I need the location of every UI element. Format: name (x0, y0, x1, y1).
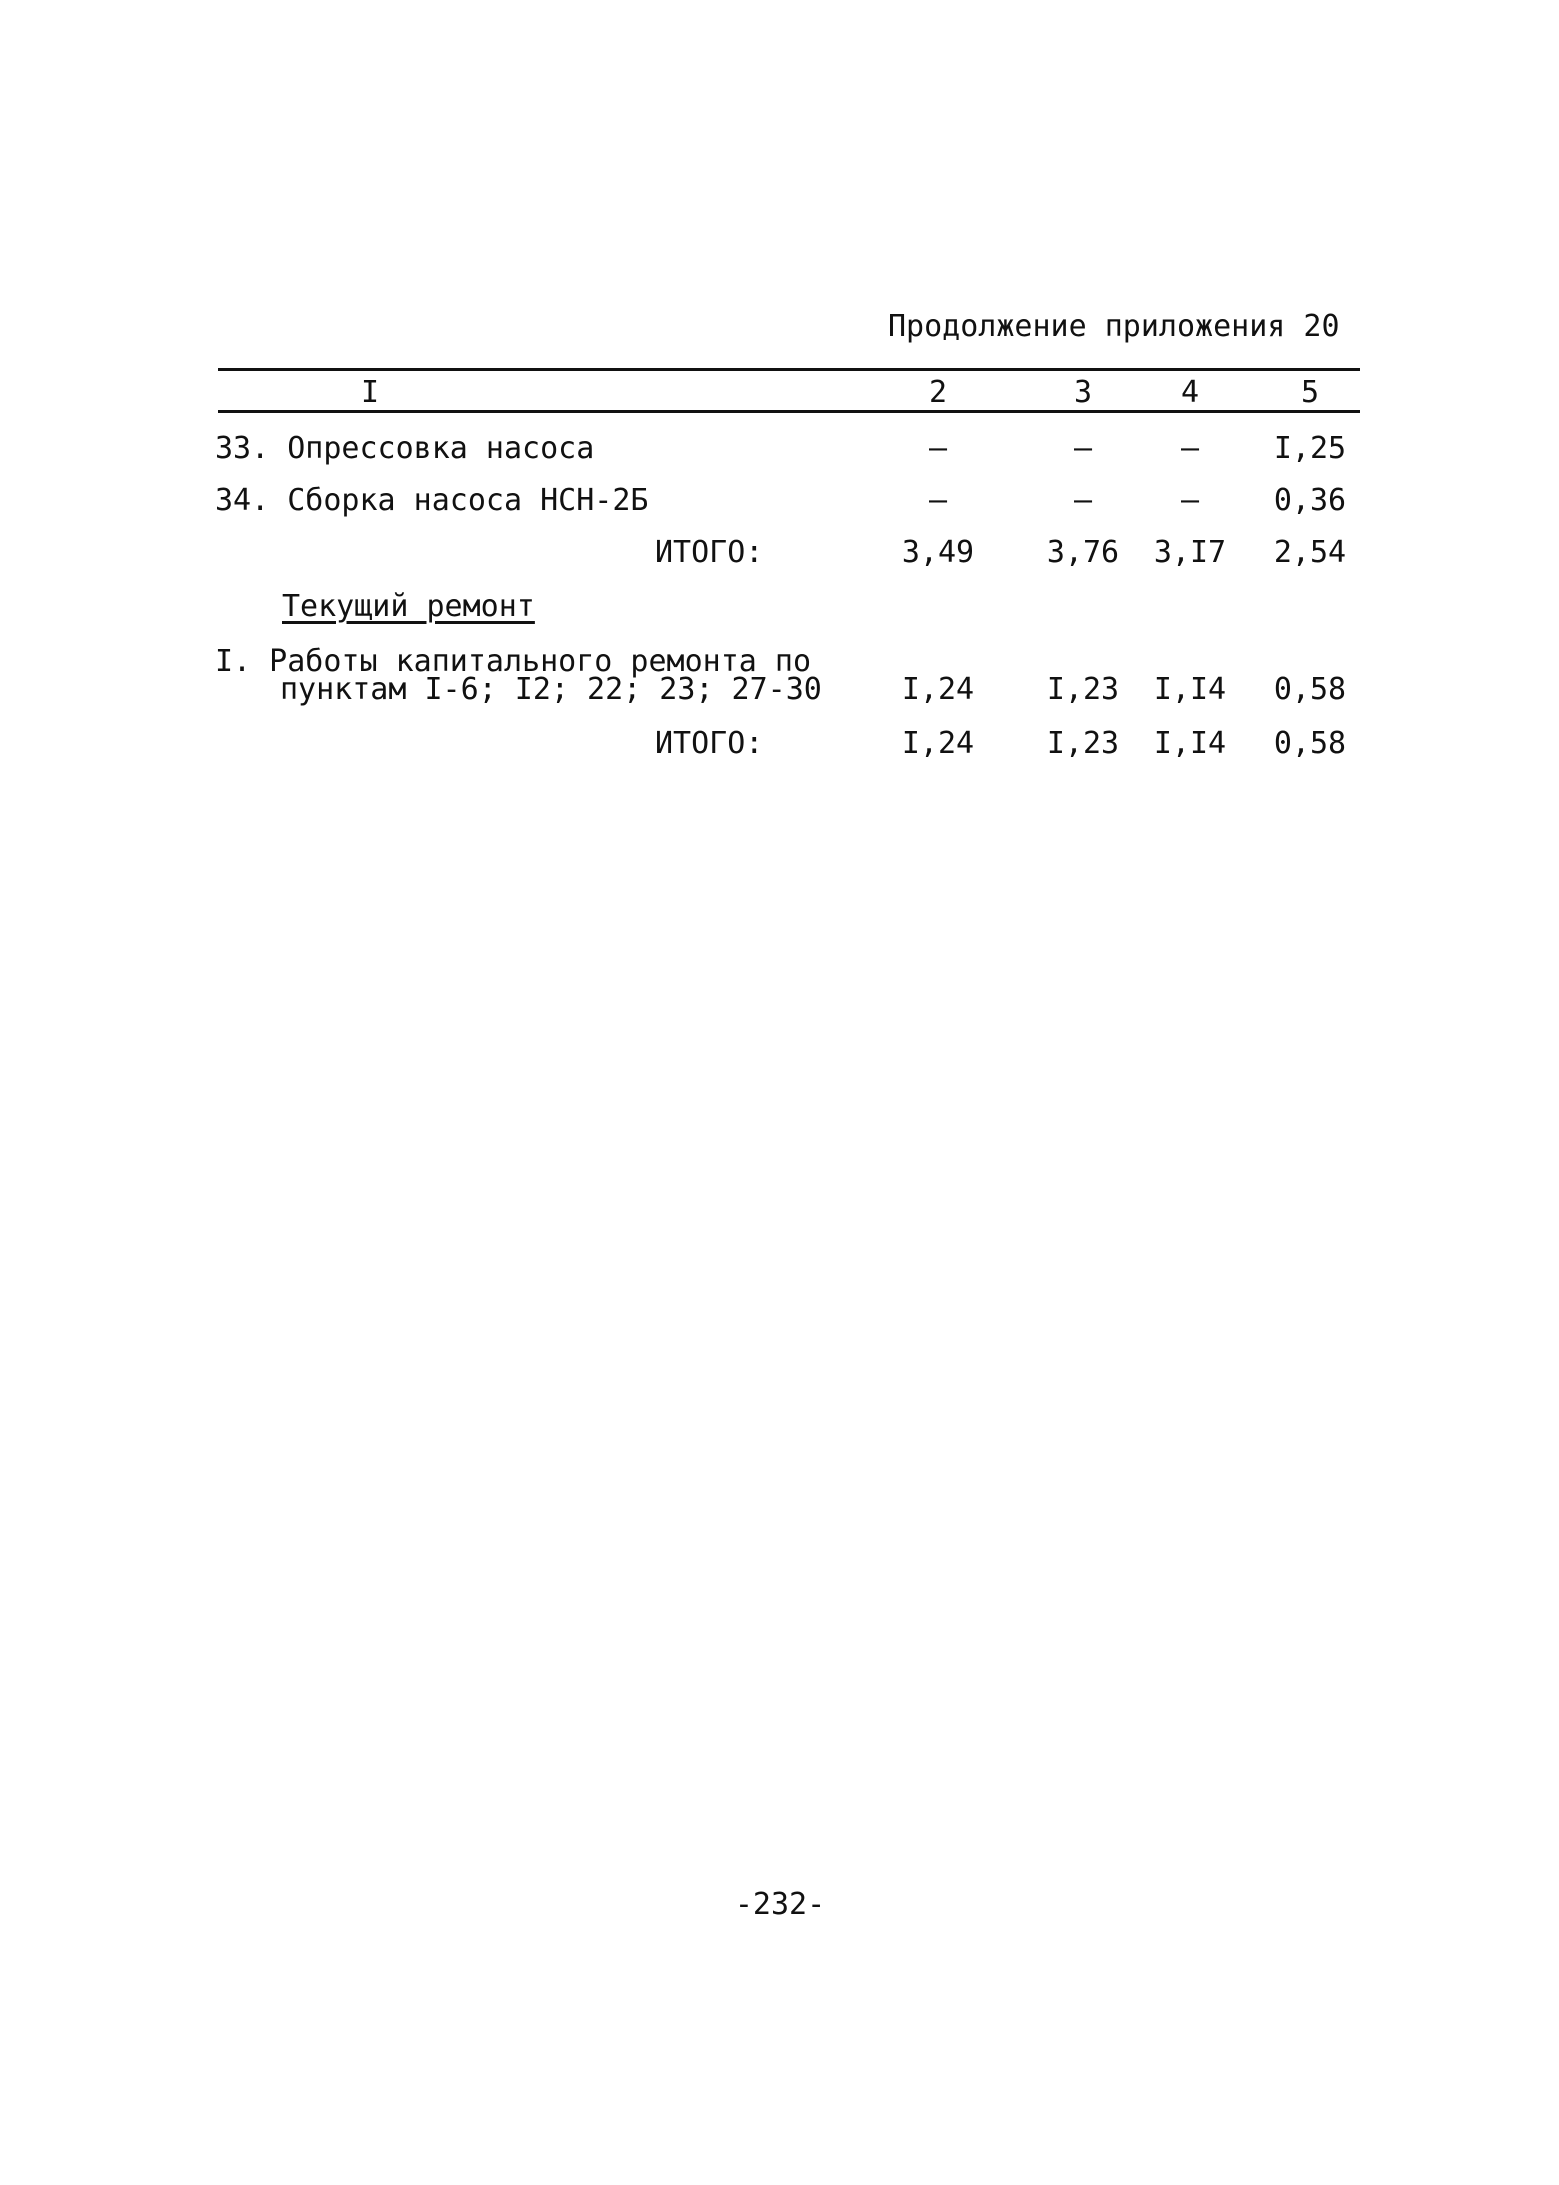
row-label: 33. Опрессовка насоса (215, 431, 595, 466)
row-value-2: – (928, 431, 948, 466)
table-header-rule (218, 410, 1360, 413)
row-value-2: – (928, 483, 948, 518)
row-value-5: 0,36 (1273, 483, 1347, 518)
total-value-4: 3,I7 (1153, 535, 1227, 570)
column-header-2: 2 (928, 375, 948, 410)
row-value-4: – (1180, 483, 1200, 518)
row-label-line2: пунктам I-6; I2; 22; 23; 27-30 (280, 672, 822, 707)
column-header-1: I (360, 375, 380, 410)
column-header-4: 4 (1180, 375, 1200, 410)
column-header-5: 5 (1300, 375, 1320, 410)
continuation-header: Продолжение приложения 20 (888, 309, 1340, 344)
row-value-5: I,25 (1273, 431, 1347, 466)
total-value-3: 3,76 (1046, 535, 1120, 570)
total-value-2: 3,49 (901, 535, 975, 570)
total-value-5: 2,54 (1273, 535, 1347, 570)
row-value-3: – (1073, 431, 1093, 466)
row-value-5: 0,58 (1273, 672, 1347, 707)
row-value-2: I,24 (901, 672, 975, 707)
row-value-3: – (1073, 483, 1093, 518)
total-label: ИТОГО: (655, 726, 764, 761)
row-label: 34. Сборка насоса НСН-2Б (215, 483, 649, 518)
row-label-line1: I. Работы капитального ремонта по (215, 644, 812, 679)
row-value-4: – (1180, 431, 1200, 466)
column-header-3: 3 (1073, 375, 1093, 410)
total-value-4: I,I4 (1153, 726, 1227, 761)
section-title: Текущий ремонт (282, 589, 535, 624)
row-value-3: I,23 (1046, 672, 1120, 707)
row-value-4: I,I4 (1153, 672, 1227, 707)
total-label: ИТОГО: (655, 535, 764, 570)
total-value-5: 0,58 (1273, 726, 1347, 761)
total-value-2: I,24 (901, 726, 975, 761)
total-value-3: I,23 (1046, 726, 1120, 761)
table-top-rule (218, 368, 1360, 371)
page-number: -232- (734, 1887, 826, 1922)
